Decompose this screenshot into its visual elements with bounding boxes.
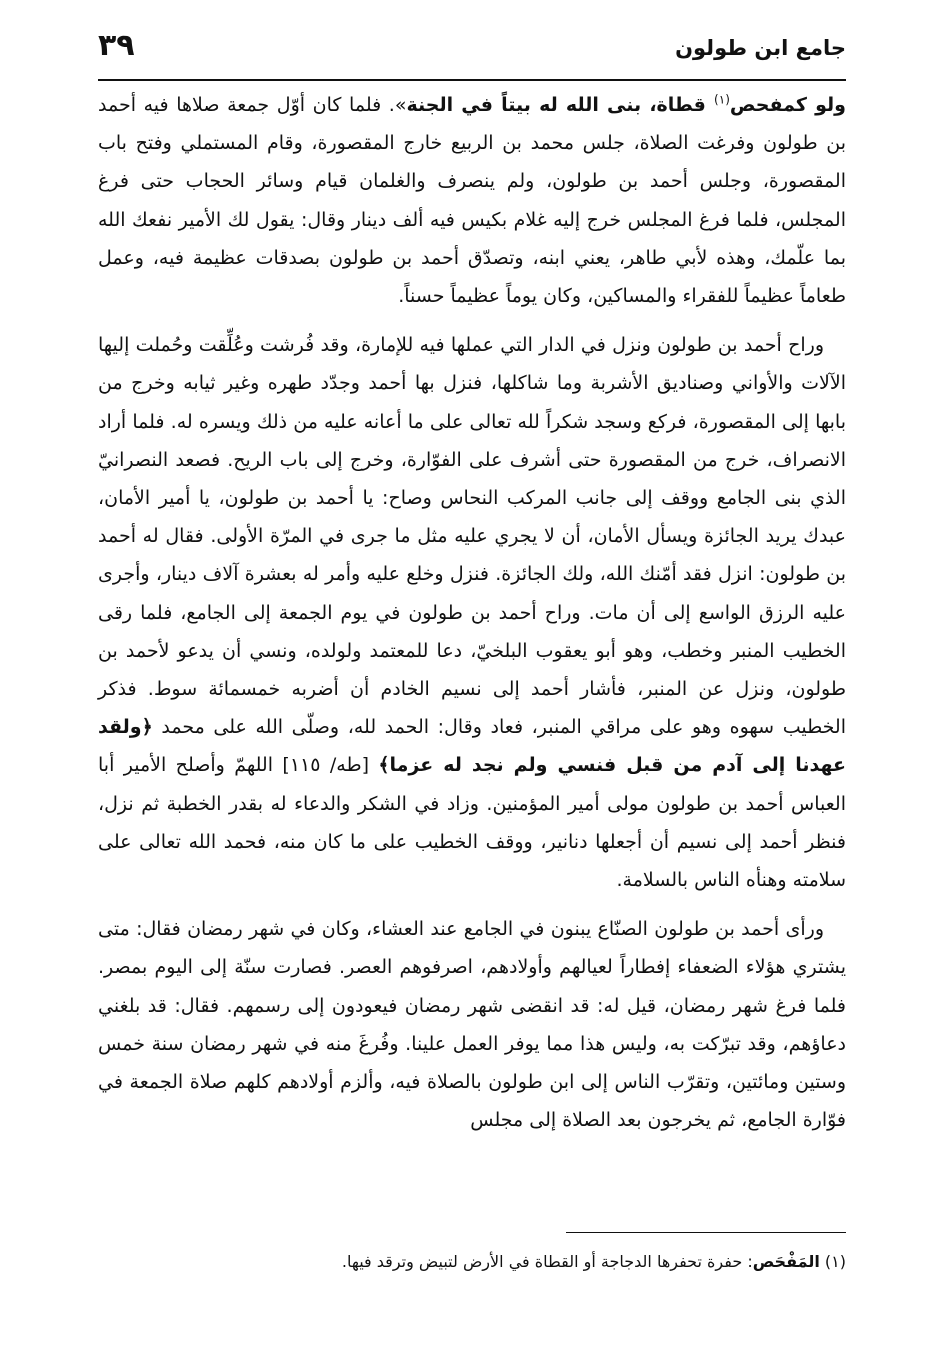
header-rule bbox=[98, 79, 846, 81]
paragraph-2 bbox=[98, 326, 846, 899]
quran-verse: ﴿ولقد عهدنا إلى آدم من قبل فنسي ولم نجد له عزما﴾ bbox=[98, 716, 847, 777]
quote-close-mark: » bbox=[394, 94, 407, 116]
page-body bbox=[98, 86, 846, 1139]
page-number: ٣٩ bbox=[98, 28, 135, 63]
footnote-text: : حفرة تحفرها الدجاجة أو القطاة في الأرض لتبيض وترقد فيها. bbox=[341, 1252, 753, 1271]
footnote-term: المَفْحَص bbox=[752, 1252, 820, 1271]
hadith-lead: ولو كمفحص bbox=[729, 94, 846, 116]
running-title: جامع ابن طولون bbox=[675, 36, 846, 60]
hadith-quote: قطاة، بنى الله له بيتاً في الجنة bbox=[406, 94, 715, 116]
paragraph-3-text: ورأى أحمد بن طولون الصنّاع يبنون في الجامع عند العشاء، وكان في شهر رمضان فقال: متى يشتري هؤلاء الضعفاء إفطاراً لعيالهم وأولادهم، اصرفوهم العصر. فصارت سنّة إلى اليوم بمصر. فلما فرغ شهر رمضان، قيل له: قد انقضى شهر رمضان فيعودون إلى رسمهم. فقال: قد بلغني دعاؤهم، وقد تبرّكت به، وليس هذا مما يوفر العمل علينا. وفُرغَ منه في شهر رمضان سنة خمس وستين ومائتين، وتقرّب الناس إلى ابن طولون بالصلاة فيه، وألزم أولادهم كلهم صلاة الجمعة في فوّارة الجامع، ثم يخرجون بعد الصلاة إلى مجلس bbox=[98, 918, 846, 1132]
paragraph-1 bbox=[98, 86, 846, 315]
footnote-number: (١) bbox=[824, 1252, 846, 1271]
page-header bbox=[98, 28, 846, 74]
footnote bbox=[98, 1248, 846, 1276]
paragraph-2-text-after-verse: [طه/ ١١٥] اللهمّ وأصلح الأمير أبا العباس أحمد بن طولون مولى أمير المؤمنين. وزاد في الشكر والدعاء له بقدر الخطبة ثم نزل، فنظر أحمد إلى نسيم أن أجعلها دنانير، ووقف الخطيب على ما كان منه، فحمد الله تعالى على سلامته وهنأه الناس بالسلامة. bbox=[98, 754, 846, 892]
paragraph-1-text: . فلما كان أوّل جمعة صلاها فيه أحمد بن طولون وفرغت الصلاة، جلس محمد بن الربيع خارج المقصورة، وقام المستملي وفتح باب المقصورة، وجلس أحمد بن طولون، ولم ينصرف والغلمان قيام وسائر الحجاب حتى فرغ المجلس، فلما فرغ المجلس خرج إليه غلام بكيس فيه ألف دينار وقال: يقول لك الأمير نفعك الله بما علّمك، وهذه لأبي طاهر، يعني ابنه، وتصدّق أحمد بن طولون بصدقات عظيمة فيه، وعمل طعاماً عظيماً للفقراء والمساكين، وكان يوماً عظيماً حسناً. bbox=[98, 94, 846, 308]
paragraph-2-text-before-verse: وراح أحمد بن طولون ونزل في الدار التي عملها فيه للإمارة، وقد فُرشت وعُلِّقت وحُملت إليها الآلات والأواني وصناديق الأشربة وما شاكلها، فنزل بها أحمد وجدّد طهره وغير ثيابه وخرج من بابها إلى المقصورة، فركع وسجد شكراً لله تعالى على ما أعانه عليه من ذلك ويسره له. فلما أراد الانصراف، خرج من المقصورة حتى أشرف على الفوّارة، وخرج إلى باب الريح. فصعد النصرانيّ الذي بنى الجامع ووقف إلى جانب المركب النحاس وصاح: يا أحمد بن طولون، يا أمير الأمان، عبدك يريد الجائزة ويسأل الأمان، أن لا يجري عليه مثل ما جرى في المرّة الأولى. فقال له أحمد بن طولون: انزل فقد أمّنك الله، ولك الجائزة. فنزل وخلع عليه وأمر له بعشرة آلاف دينار، وأجرى عليه الرزق الواسع إلى أن مات. وراح أحمد بن طولون في يوم الجمعة إلى الجامع، فلما رقى الخطيب المنبر وخطب، وهو أبو يعقوب البلخيّ، دعا للمعتمد ولولده، ونسي أن يدعو لأحمد بن طولون، ونزل عن المنبر، فأشار أحمد إلى نسيم الخادم أن أضربه خمسمائة سوط. فذكر الخطيب سهوه وهو على مراقي المنبر، فعاد وقال: الحمد لله، وصلّى الله على محمد bbox=[98, 334, 846, 739]
footnote-rule bbox=[566, 1232, 846, 1233]
footnote-reference: (١) bbox=[714, 92, 730, 107]
paragraph-3 bbox=[98, 910, 846, 1139]
